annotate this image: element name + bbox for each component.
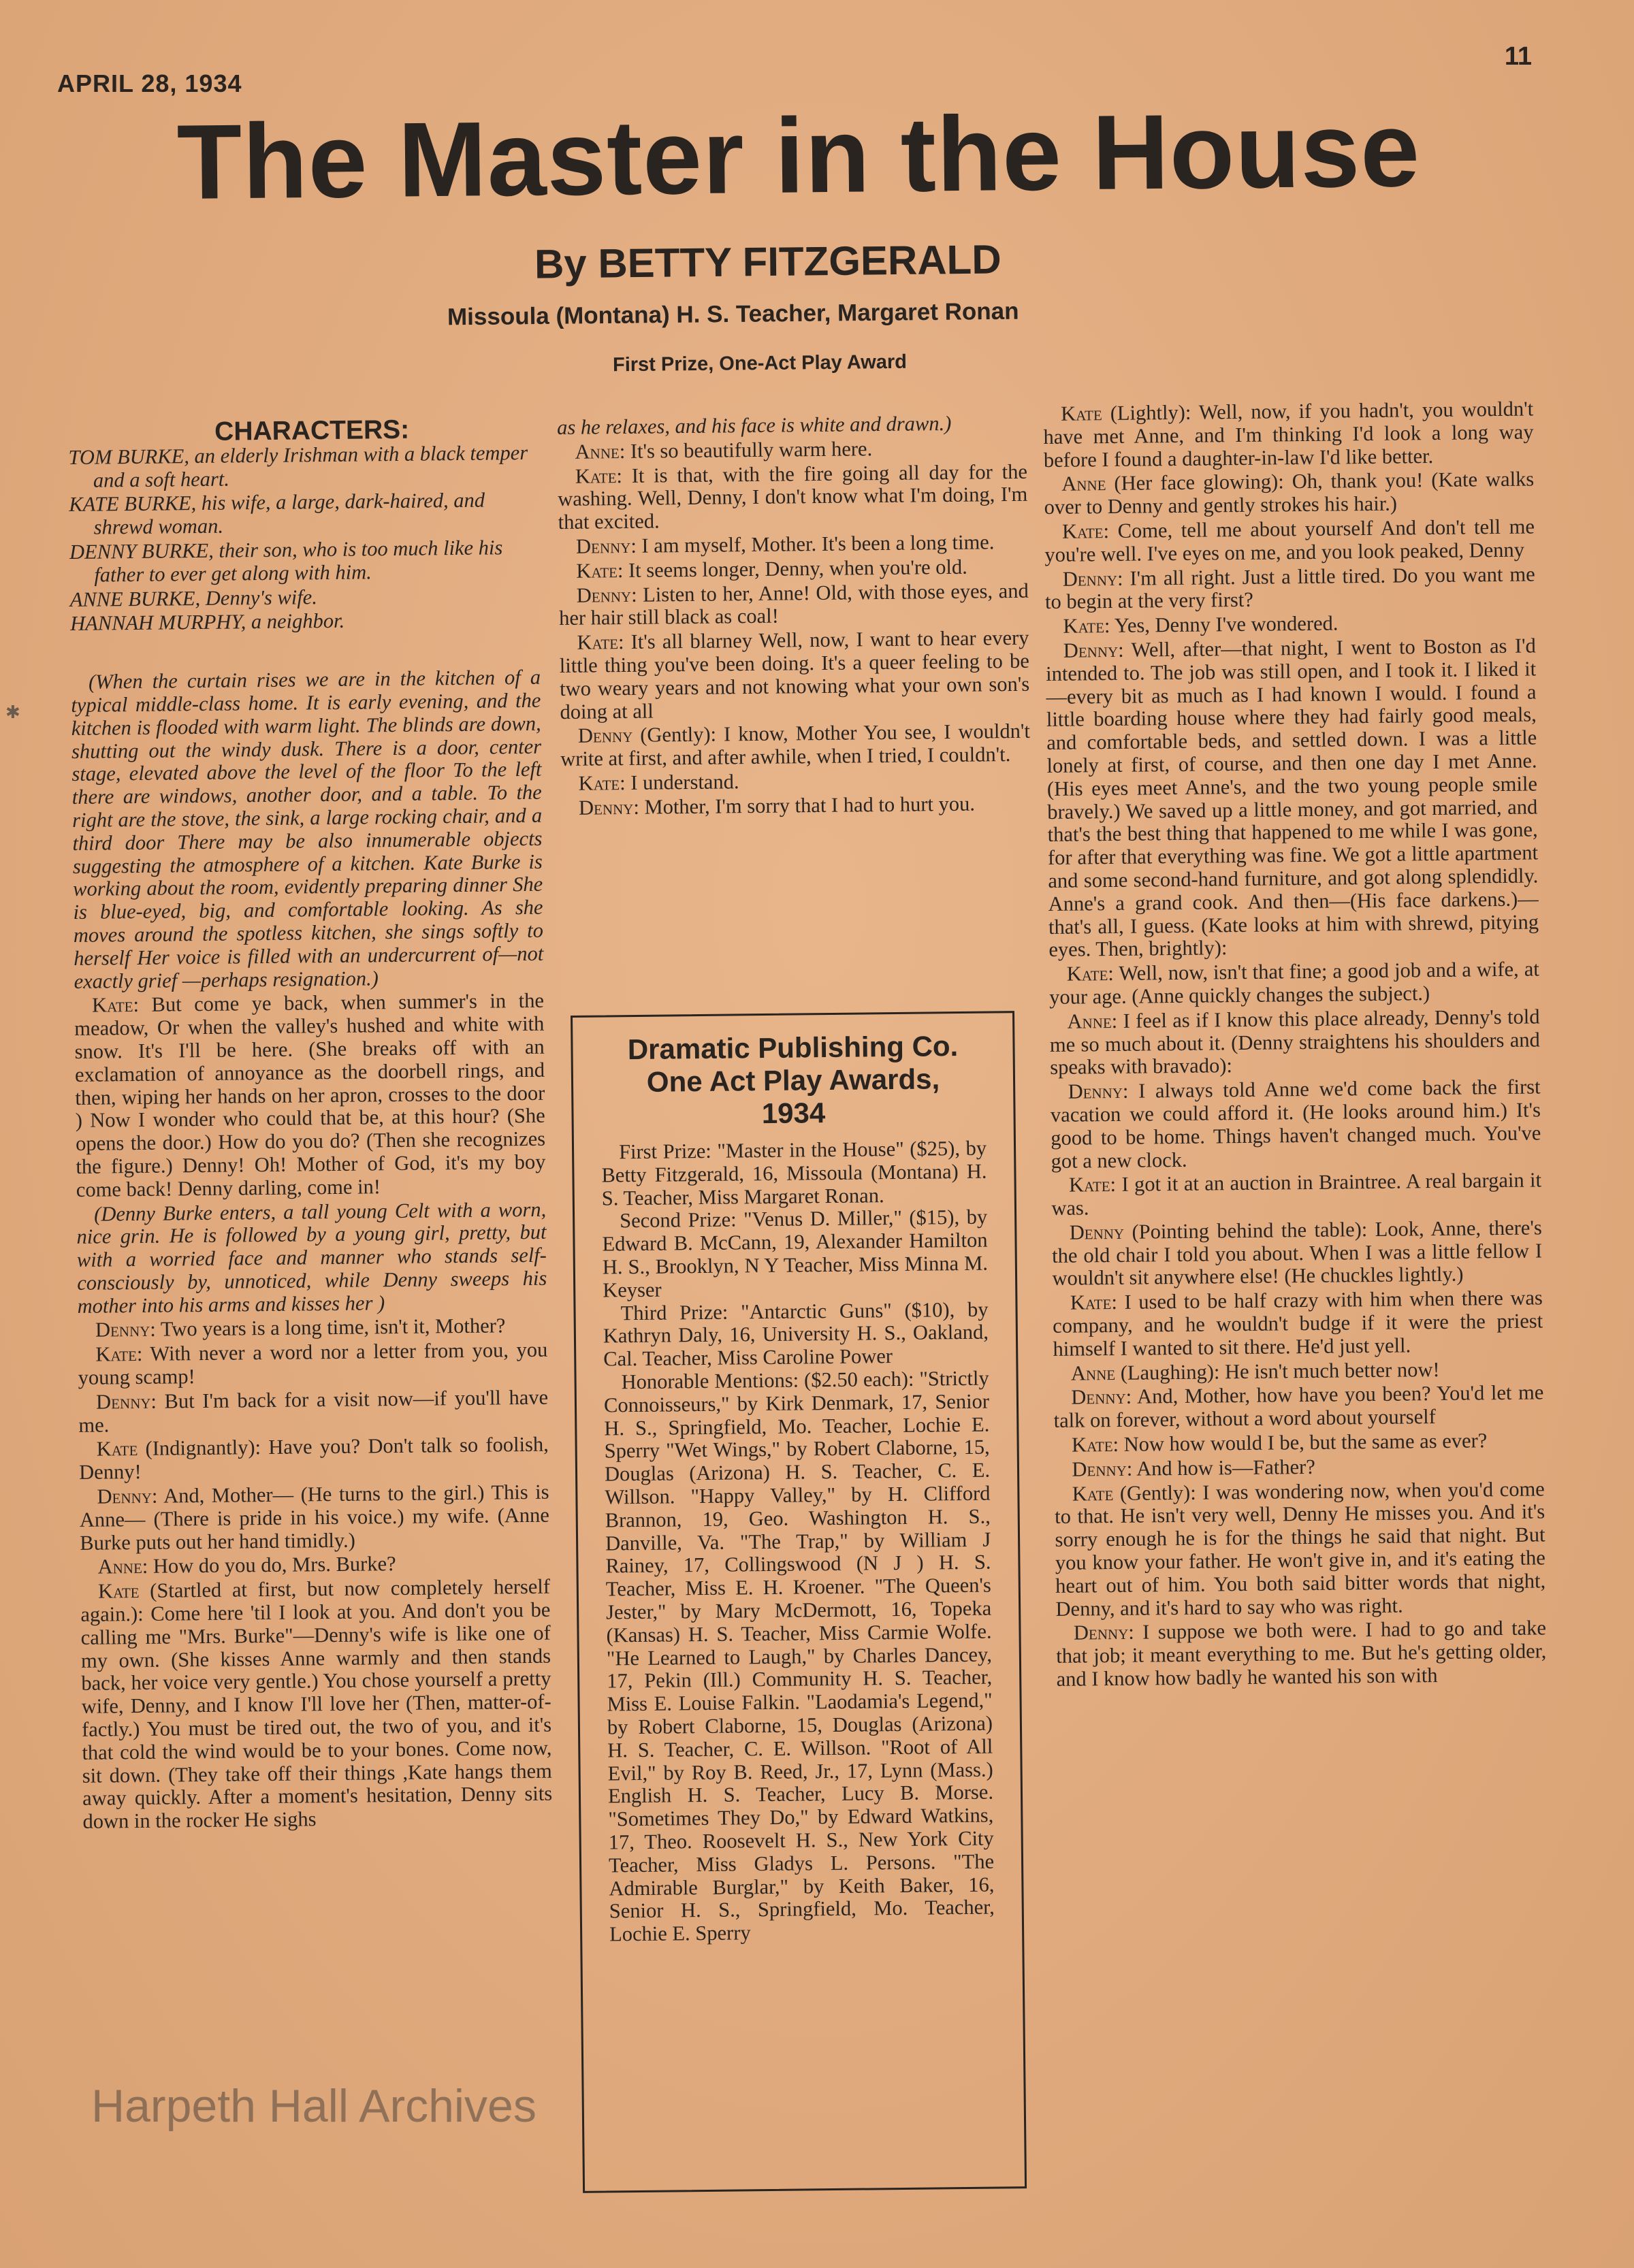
speaker-name: Kate: <box>575 464 623 488</box>
article-title: The Master in the House <box>176 90 1421 222</box>
character-entry: DENNY BURKE, their son, who is too much like his father to ever get along with him. <box>69 536 503 587</box>
speaker-name: Kate <box>1072 1481 1114 1506</box>
column-2-text <box>557 412 1031 820</box>
dialogue-text: I feel as if I know this place already, Denny's told me so much about it. (Denny straightens his shoulders and speaks with bravado): <box>1049 1005 1541 1080</box>
dialogue-text: (Lightly): Well, now, if you hadn't, you wouldn't have met Anne, and I'm thinking I'd look a long way before I found a daughter-in-law I'd like better. <box>1043 397 1534 472</box>
awards-box-body <box>601 1137 995 1947</box>
dialogue-text: (Startled at first, but now completely herself again.): Come here 'til I look at you. And don't you be calling me "Mrs. Burke"—Denny's wife is like one of my own. (She kisses Anne warmly and then stands back, her voice very gentle.) You chose yourself a pretty wife, Denny, and I know I'll love her (Then, matter-of-factly.) You must be tired out, the two of you, and it's that cold the wind would be to your bones. Come now, sit down. (They take off their things ,Kate hangs them away quickly. After a moment's hesitation, Denny sits down in the rocker He sighs <box>80 1574 553 1834</box>
dialogue-line <box>1049 958 1540 1009</box>
character-entry: KATE BURKE, his wife, a large, dark-haired, and shrewd woman. <box>69 488 485 539</box>
dialogue-line <box>79 1481 549 1555</box>
dialogue-line <box>78 1314 547 1342</box>
dialogue-text: Now how would I be, but the same as ever? <box>1118 1429 1488 1456</box>
speaker-name: Denny: <box>1063 638 1124 662</box>
dialogue-text: (Gently): I know, Mother You see, I wouldn't write at first, and after awhile, when I tried, I couldn't. <box>560 719 1031 771</box>
dialogue-text: Mother, I'm sorry that I had to hurt you. <box>639 792 976 819</box>
column-1 <box>68 417 553 1835</box>
dialogue-line <box>560 768 1030 796</box>
dialogue-text: Well, now, isn't that fine; a good job and a wife, at your age. (Anne quickly changes the subject.) <box>1048 957 1539 1009</box>
column-1-text <box>71 666 553 1834</box>
speaker-name: Kate <box>97 1579 140 1603</box>
dialogue-line <box>74 990 546 1201</box>
awards-box-title <box>600 1030 986 1132</box>
award-entry: Third Prize: "Antarctic Guns" ($10), by Kathryn Daly, 16, University H. S., Oakland, Cal. Teacher, Miss Caroline Power <box>603 1297 989 1371</box>
character-entry: ANNE BURKE, Denny's wife. <box>69 585 318 611</box>
dialogue-text: Two years is a long time, isn't it, Mother? <box>155 1314 506 1342</box>
dialogue-line <box>1050 1076 1541 1173</box>
dialogue-text: I understand. <box>625 770 739 794</box>
dialogue-line <box>1053 1382 1544 1433</box>
issue-date: APRIL 28, 1934 <box>57 69 242 97</box>
dialogue-line <box>78 1339 548 1390</box>
dialogue-text: It is that, with the fire going all day for the washing. Well, Denny, I don't know what I'm doing, I'm that excited. <box>558 459 1028 534</box>
dialogue-text: I got it at an auction in Braintree. A real bargain it was. <box>1051 1168 1542 1220</box>
speaker-name: Denny: <box>1068 1079 1129 1103</box>
speaker-name: Kate: <box>1063 614 1110 638</box>
speaker-name: Denny: <box>576 583 637 607</box>
dialogue-line <box>1053 1287 1543 1361</box>
dialogue-line <box>1043 398 1534 472</box>
spacer <box>70 632 540 671</box>
stage-direction: as he relaxes, and his face is white and drawn.) <box>556 411 952 439</box>
dialogue-line <box>1051 1169 1542 1220</box>
column-2 <box>557 412 1031 822</box>
speaker-name: Kate: <box>1071 1432 1119 1457</box>
dialogue-text: (Her face glowing): Oh, thank you! (Kate walks over to Denny and gently strokes his hair.) <box>1044 467 1535 519</box>
speaker-name: Kate <box>1060 402 1102 425</box>
dialogue-text: I suppose we both were. I had to go and take that job; it meant everything to me. But he's getting older, and I know how badly he wanted his son with <box>1056 1616 1547 1691</box>
awards-box <box>571 1011 1027 2193</box>
dialogue-line <box>559 579 1029 630</box>
speaker-name: Denny: <box>1062 566 1123 591</box>
dialogue-line <box>1055 1478 1546 1621</box>
page-number: 11 <box>1504 42 1532 71</box>
speaker-name: Kate: <box>577 630 624 654</box>
dialogue-line <box>557 436 1027 464</box>
dialogue-text: (Gently): I was wondering now, when you'd come to that. He isn't very well, Denny He misses you. And it's sorry enough he is for the things he said that night. But you know your father. He won't give in, and it's eating the heart out of him. You both said bitter words that night, Denny, and it's hard to say who was right. <box>1054 1477 1546 1621</box>
dialogue-text: And, Mother, how have you been? You'd let me talk on forever, without a word about yourself <box>1053 1380 1544 1433</box>
speaker-name: Denny: <box>1071 1385 1132 1410</box>
speaker-name: Kate <box>96 1437 138 1461</box>
column-3 <box>1043 398 1547 1692</box>
speaker-name: Anne <box>1061 472 1106 496</box>
dialogue-text: I'm all right. Just a little tired. Do you want me to begin at the very first? <box>1044 562 1535 614</box>
speaker-name: Denny: <box>578 795 640 820</box>
dialogue-text: Come, tell me about yourself And don't tell me you're well. I've eyes on me, and you look peaked, Denny <box>1044 515 1535 566</box>
awards-title-line-3: 1934 <box>761 1097 826 1130</box>
byline: By BETTY FITZGERALD <box>534 236 1002 287</box>
speaker-name: Kate: <box>578 771 626 795</box>
ink-blot: ✱ <box>5 702 20 722</box>
speaker-name: Denny: <box>95 1389 157 1414</box>
dialogue-line <box>1056 1617 1547 1691</box>
speaker-name: Kate: <box>1068 1173 1117 1197</box>
characters-list <box>68 442 540 636</box>
dialogue-line <box>78 1387 549 1438</box>
speaker-name: Denny: <box>1073 1621 1134 1645</box>
speaker-name: Anne: <box>97 1555 148 1579</box>
archive-watermark: Harpeth Hall Archives <box>91 2080 536 2132</box>
school-line: Missoula (Montana) H. S. Teacher, Margaret Ronan <box>447 297 1019 331</box>
speaker-name: Denny: <box>95 1318 156 1342</box>
award-entry: Honorable Mentions: ($2.50 each): "Strictly Connoisseurs," by Kirk Denmark, 17, Senior H. S., Springfield, Mo. Teacher, Lochie E. Sperry "Wet Wings," by Robert Claborne, 15, Douglas (Arizona) H. S. Teacher, C. E. Willson. "Happy Valley," by H. Clifford Brannon, 19, Geo. Washington H. S., Danville, Va. "The Trap," by William J Rainey, 17, Collingswood (N J ) H. S. Teacher, Miss E. H. Kroener. "The Queen's Jester," by Mary McDermott, 16, Topeka (Kansas) H. S. Teacher, Miss Carmie Wolfe. "He Learned to Laugh," by Charles Dancey, 17, Pekin (Ill.) Community H. S. Teacher, Miss E. Louise Falkin. "Laodamia's Legend," by Robert Claborne, 15, Douglas (Arizona) H. S. Teacher, C. E. Willson. "Root of All Evil," by Roy B. Reed, Jr., 17, Lynn (Mass.) English H. S. Teacher, Lucy B. Morse. "Sometimes They Do," by Edward Watkins, 17, Theo. Roosevelt H. S., New York City Teacher, Miss Gladys L. Persons. "The Admirable Burglar," by Keith Baker, 16, Senior H. S., Springfield, Mo. Teacher, Lochie E. Sperry <box>603 1366 995 1946</box>
dialogue-text: It's all blarney Well, now, I want to hear every little thing you've been doing. It's a queer feeling to be two weary years and not knowing what your own son's doing at all <box>559 626 1030 724</box>
dialogue-line <box>558 460 1028 534</box>
speaker-name: Kate: <box>1061 519 1110 543</box>
dialogue-line <box>561 792 1031 820</box>
speaker-name: Denny: <box>1072 1457 1133 1481</box>
dialogue-line <box>80 1576 553 1834</box>
dialogue-text: I am myself, Mother. It's been a long time. <box>636 530 995 557</box>
prize-line: First Prize, One-Act Play Award <box>612 351 908 376</box>
dialogue-text: I always told Anne we'd come back the first vacation we could afford it. (He looks around him.) It's good to be home. Things haven't changed much. You've got a new clock. <box>1050 1075 1541 1173</box>
dialogue-line <box>558 555 1028 583</box>
character-entry: TOM BURKE, an elderly Irishman with a black temper and a soft heart. <box>68 440 528 492</box>
dialogue-text: (Pointing behind the table): Look, Anne, there's the old chair I told you about. When I was a little fellow I wouldn't sit anywhere else! (He chuckles lightly.) <box>1051 1216 1543 1291</box>
speaker-name: Denny <box>577 724 633 748</box>
speaker-name: Denny: <box>575 534 637 558</box>
dialogue-line <box>560 720 1031 771</box>
characters-heading: CHARACTERS: <box>214 415 410 447</box>
stage-direction: (Denny Burke enters, a tall young Celt with a worn, nice grin. He is followed by a young girl, pretty, but with a worried face and manner who stands self-consciously by, unnoticed, while Denny sweeps his mother into his arms and kisses her ) <box>76 1197 547 1318</box>
speaker-name: Kate: <box>1070 1291 1118 1314</box>
speaker-name: Anne: <box>1067 1009 1118 1033</box>
dialogue-text: It seems longer, Denny, when you're old. <box>623 555 967 582</box>
dialogue-text: (Indignantly): Have you? Don't talk so foolish, Denny! <box>78 1433 549 1485</box>
dialogue-text: How do you do, Mrs. Burke? <box>148 1552 396 1578</box>
speaker-name: Kate: <box>91 993 140 1018</box>
dialogue-line <box>80 1551 549 1579</box>
speaker-name: Anne: <box>575 439 626 464</box>
speaker-name: Kate: <box>576 558 624 583</box>
dialogue-text: Listen to her, Anne! Old, with those eyes, and her hair still black as coal! <box>558 579 1029 630</box>
dialogue-line <box>1046 634 1539 962</box>
dialogue-line <box>1052 1216 1543 1291</box>
column-3-text <box>1043 398 1547 1691</box>
dialogue-line <box>559 627 1029 724</box>
awards-title-line-2: One Act Play Awards, <box>646 1063 940 1098</box>
dialogue-text: Yes, Denny I've wondered. <box>1110 611 1339 638</box>
dialogue-line <box>1044 515 1535 566</box>
speaker-name: Anne <box>1070 1361 1116 1385</box>
award-entry: First Prize: "Master in the House" ($25), by Betty Fitzgerald, 16, Missoula (Montana) H. S. Teacher, Miss Margaret Ronan. <box>601 1136 987 1210</box>
award-entry: Second Prize: "Venus D. Miller," ($15), by Edward B. McCann, 19, Alexander Hamilton H. S., Brooklyn, N Y Teacher, Miss Minna M. Keyser <box>602 1205 989 1302</box>
dialogue-line <box>1049 1005 1540 1080</box>
dialogue-line <box>558 531 1028 559</box>
dialogue-line <box>79 1433 549 1485</box>
speaker-name: Denny <box>1069 1220 1125 1244</box>
dialogue-line <box>1054 1429 1544 1457</box>
stage-direction: (When the curtain rises we are in the kitchen of a typical middle-class home. It is early evening, and the kitchen is flooded with warm light. The blinds are down, shutting out the windy dusk. There is a door, center stage, elevated above the level of the floor To the left there are windows, another door, and a table. To the right are the stove, the sink, a large rocking chair, and a third door There may be also innumerable objects suggesting the atmosphere of a kitchen. Kate Burke is working about the room, evidently preparing dinner She is blue-eyed, big, and comfortable looking. As she moves around the spotless kitchen, she sings softly to herself Her voice is filled with an undercurrent of—not exactly grief —perhaps resignation.) <box>71 665 544 993</box>
awards-title-line-1: Dramatic Publishing Co. <box>627 1030 959 1066</box>
dialogue-text: I used to be half crazy with him when there was company, and he wouldn't budge if it were the priest himself I wanted to sit there. He'd just yell. <box>1053 1286 1543 1361</box>
speaker-name: Denny: <box>97 1484 158 1508</box>
dialogue-text: And, Mother— (He turns to the girl.) This is Anne— (There is pride in his voice.) my wife. (Anne Burke puts out her hand timidly.) <box>79 1480 550 1555</box>
dialogue-text: Well, after—that night, I went to Boston as I'd intended to. The job was still open, and I took it. I liked it—every bit as much as I had known I would. I found a little boarding house where they had fairly good meals, and comfortable beds, and settled down. I was a little lonely at first, of course, and then one day I met Anne. (His eyes meet Anne's, and the two young people smile bravely.) We saved up a little money, and got married, and that's the best thing that happened to me while I was gone, for after that everything was fine. We got a little apartment and some second-hand furniture, and got along splendidly. Anne's a grand cook. And then—(His face darkens.)—that's all, I guess. (Kate looks at him with shrewd, pitying eyes. Then, brightly): <box>1045 634 1539 962</box>
speaker-name: Kate: <box>1066 962 1114 986</box>
dialogue-text: And how is—Father? <box>1132 1455 1315 1480</box>
dialogue-line <box>1045 563 1536 614</box>
dialogue-text: But I'm back for a visit now—if you'll have me. <box>78 1385 549 1437</box>
dialogue-text: With never a word nor a letter from you, you young scamp! <box>78 1338 548 1390</box>
character-entry: HANNAH MURPHY, a neighbor. <box>69 609 345 636</box>
dialogue-line <box>1044 468 1535 519</box>
dialogue-text: (Laughing): He isn't much better now! <box>1115 1357 1440 1384</box>
speaker-name: Kate: <box>95 1342 143 1366</box>
dialogue-text: It's so beautifully warm here. <box>625 436 873 463</box>
dialogue-text: But come ye back, when summer's in the meadow, Or when the valley's hushed and white with snow. It's I'll be here. (She breaks off with an exclamation of annoyance as the doorbell rings, and then, wiping her hands on her apron, crosses to the door ) Now I wonder who could that be, at this hour? (She opens the door.) How do you do? (Then she recognizes the figure.) Denny! Oh! Mother of God, it's my boy come back! Denny darling, come in! <box>74 989 546 1201</box>
